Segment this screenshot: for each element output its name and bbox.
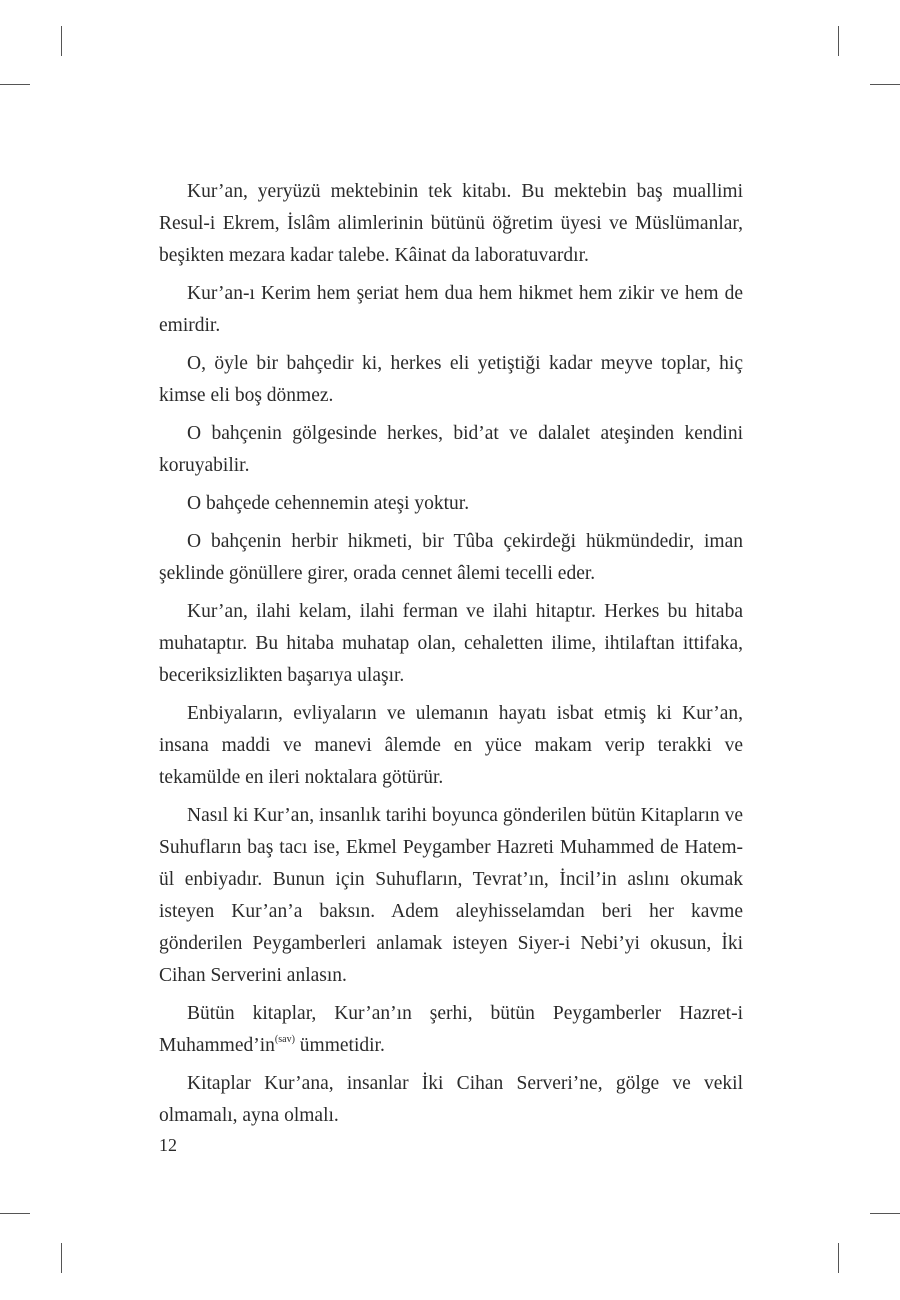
paragraph-text: O, öyle bir bahçedir ki, herkes eli yetiştiği kadar meyve toplar, hiç kimse eli boş dönmez.: [159, 353, 743, 406]
paragraph: [159, 278, 743, 342]
crop-mark-top-left-h: [0, 84, 30, 85]
paragraph-text: Nasıl ki Kur’an, insanlık tarihi boyunca gönderilen bütün Kitapların ve Suhufların baş tacı ise, Ekmel Peygamber Hazreti Muhammed de Hatem-ül enbiyadır. Bunun için Suhufların, Tevrat’ın, İncil’in aslını okumak isteyen Kur’an’a baksın. Adem aleyhisselamdan beri her kavme gönderilen Peygamberleri anlamak isteyen Siyer-i Nebi’yi okusun, İki Cihan Serverini anlasın.: [159, 805, 743, 986]
crop-mark-bottom-left-h: [0, 1213, 30, 1214]
paragraph-text: Enbiyaların, evliyaların ve ulemanın hayatı isbat etmiş ki Kur’an, insana maddi ve manevi âlemde en yüce makam verip terakki ve tekamülde en ileri noktalara götürür.: [159, 703, 743, 788]
crop-mark-bottom-right-h: [870, 1213, 900, 1214]
paragraph-text: O bahçenin gölgesinde herkes, bid’at ve dalalet ateşinden kendini koruyabilir.: [159, 423, 743, 476]
paragraph: [159, 998, 743, 1062]
paragraph-text: ümmetidir.: [294, 1035, 385, 1056]
crop-mark-bottom-right: [838, 1243, 839, 1273]
crop-mark-top-right: [838, 26, 839, 56]
paragraph: [159, 348, 743, 412]
honorific-superscript: (sav): [274, 1034, 295, 1045]
paragraph: [159, 698, 743, 794]
paragraph: [159, 418, 743, 482]
paragraph: [159, 596, 743, 692]
body-text: [159, 176, 743, 1138]
paragraph: [159, 176, 743, 272]
page-number: 12: [159, 1135, 177, 1155]
paragraph-text: O bahçenin herbir hikmeti, bir Tûba çekirdeği hükmündedir, iman şeklinde gönüllere girer, orada cennet âlemi tecelli eder.: [159, 531, 743, 584]
paragraph-text: Kur’an, yeryüzü mektebinin tek kitabı. Bu mektebin baş muallimi Resul-i Ekrem, İslâm alimlerinin bütünü öğretim üyesi ve Müslümanlar, beşikten mezara kadar talebe. Kâinat da laboratuvardır.: [159, 181, 743, 266]
paragraph: [159, 1068, 743, 1132]
paragraph: [159, 800, 743, 992]
crop-mark-bottom-left: [61, 1243, 62, 1273]
paragraph-text: O bahçede cehennemin ateşi yoktur.: [187, 493, 470, 514]
paragraph-text: Kur’an, ilahi kelam, ilahi ferman ve ilahi hitaptır. Herkes bu hitaba muhataptır. Bu hitaba muhatap olan, cehaletten ilime, ihtilaftan ittifaka, beceriksizlikten başarıya ulaşır.: [159, 601, 743, 686]
crop-mark-top-right-h: [870, 84, 900, 85]
paragraph: [159, 488, 743, 520]
paragraph-text: Kur’an-ı Kerim hem şeriat hem dua hem hikmet hem zikir ve hem de emirdir.: [159, 283, 743, 336]
crop-mark-top-left: [61, 26, 62, 56]
paragraph-text: Bütün kitaplar, Kur’an’ın şerhi, bütün Peygamberler Hazret-i Muhammed’in: [159, 1003, 743, 1056]
paragraph: [159, 526, 743, 590]
paragraph-text: Kitaplar Kur’ana, insanlar İki Cihan Serveri’ne, gölge ve vekil olmamalı, ayna olmalı.: [159, 1073, 743, 1126]
